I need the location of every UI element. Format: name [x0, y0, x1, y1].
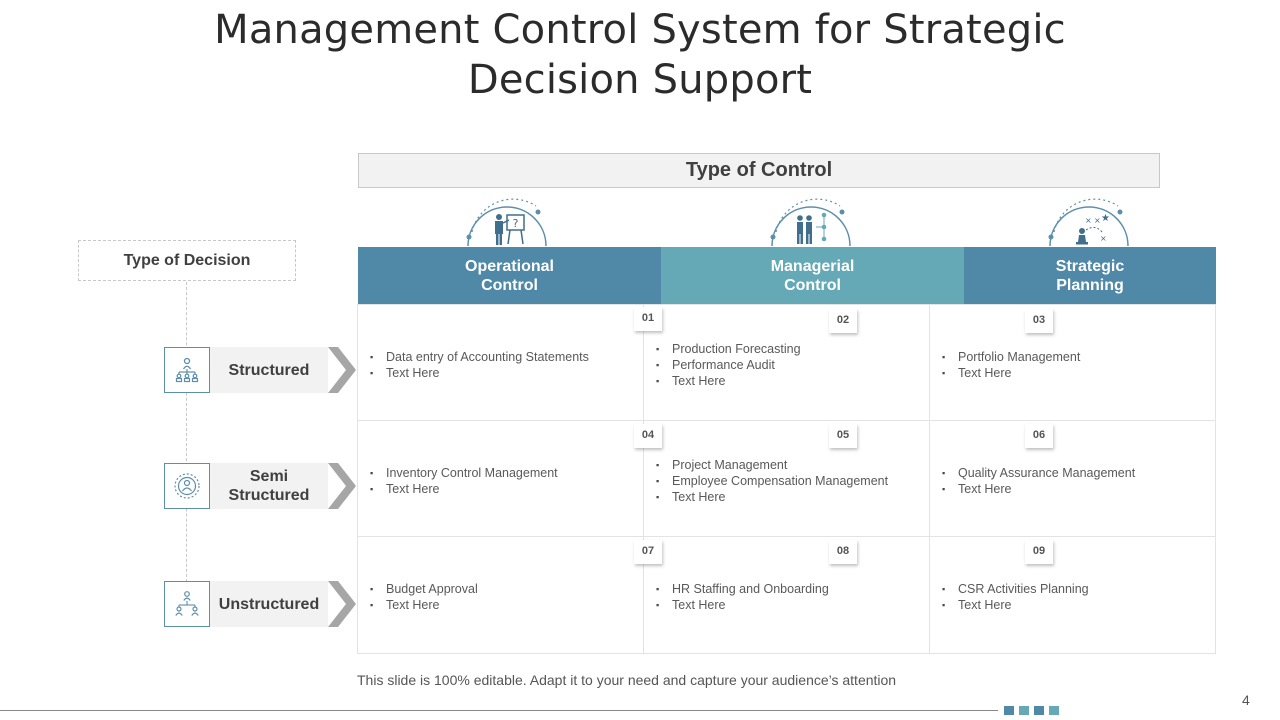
cell-item: ▪ Production Forecasting [656, 341, 801, 357]
slide-title [0, 5, 1280, 105]
number-badge: 04 [634, 424, 662, 448]
cell-item: ▪ Performance Audit [656, 357, 801, 373]
row-label-unstructured: Unstructured [210, 581, 328, 627]
svg-text:×: × [1094, 216, 1101, 225]
cell-item: ▪ HR Staffing and Onboarding [656, 581, 829, 597]
grid-cell-01 [357, 304, 644, 421]
footer-square [1004, 706, 1014, 715]
cell-item: ▪ Text Here [942, 597, 1089, 613]
grid-cell-09 [929, 536, 1216, 654]
column-header-managerial-control: Managerial Control [661, 247, 964, 304]
number-badge: 01 [634, 307, 662, 331]
chevron-right-icon [328, 463, 356, 509]
cell-item: ▪ Employee Compensation Management [656, 473, 888, 489]
person-gear-icon [164, 463, 210, 509]
column-header-strategic-planning: Strategic Planning [964, 247, 1216, 304]
title-line-2: Decision Support [467, 57, 813, 103]
number-badge: 09 [1025, 540, 1053, 564]
grid-cell-05 [643, 420, 930, 537]
number-badge: 05 [829, 424, 857, 448]
svg-text:×: × [1085, 216, 1092, 225]
cell-item: ▪ Text Here [656, 597, 829, 613]
number-badge: 06 [1025, 424, 1053, 448]
number-badge: 07 [634, 540, 662, 564]
row-label-semi-structured: Semi Structured [210, 463, 328, 509]
grid-cell-06 [929, 420, 1216, 537]
cell-item: ▪ Text Here [942, 365, 1080, 381]
type-of-decision-header: Type of Decision [78, 240, 296, 281]
title-line-1: Management Control System for Strategic [214, 7, 1066, 53]
grid-cell-04 [357, 420, 644, 537]
number-badge: 02 [829, 309, 857, 333]
svg-text:★: ★ [1101, 213, 1110, 224]
strategy-chess-icon [1040, 196, 1138, 247]
cell-item: ▪ Data entry of Accounting Statements [370, 349, 589, 365]
footer-divider [0, 710, 998, 711]
svg-text:?: ? [512, 217, 519, 230]
chevron-right-icon [328, 581, 356, 627]
network-people-icon [164, 581, 210, 627]
team-org-icon [762, 196, 860, 247]
cell-item: ▪ Portfolio Management [942, 349, 1080, 365]
number-badge: 03 [1025, 309, 1053, 333]
number-badge: 08 [829, 540, 857, 564]
connector-dashed-line [186, 282, 187, 582]
type-of-control-header: Type of Control [358, 153, 1160, 188]
column-header-operational-control: Operational Control [358, 247, 661, 304]
cell-item: ▪ Text Here [942, 481, 1135, 497]
cell-item: ▪ Text Here [370, 597, 478, 613]
row-label-structured: Structured [210, 347, 328, 393]
presenter-board-icon [458, 196, 556, 247]
grid-cell-02 [643, 304, 930, 421]
page-number: 4 [1242, 692, 1250, 708]
footer-square [1034, 706, 1044, 715]
cell-item: ▪ Budget Approval [370, 581, 478, 597]
footer-square [1019, 706, 1029, 715]
chevron-right-icon [328, 347, 356, 393]
cell-item: ▪ Text Here [370, 365, 589, 381]
grid-cell-07 [357, 536, 644, 654]
cell-item: ▪ Text Here [370, 481, 558, 497]
svg-text:×: × [1100, 234, 1107, 243]
cell-item: ▪ Project Management [656, 457, 888, 473]
cell-item: ▪ Inventory Control Management [370, 465, 558, 481]
footer-square [1049, 706, 1059, 715]
cell-item: ▪ Quality Assurance Management [942, 465, 1135, 481]
grid-cell-08 [643, 536, 930, 654]
control-decision-grid [357, 304, 1216, 654]
grid-cell-03 [929, 304, 1216, 421]
cell-item: ▪ Text Here [656, 489, 888, 505]
footer-note: This slide is 100% editable. Adapt it to your need and capture your audience’s attention [357, 672, 897, 688]
cell-item: ▪ Text Here [656, 373, 801, 389]
cell-item: ▪ CSR Activities Planning [942, 581, 1089, 597]
hierarchy-icon [164, 347, 210, 393]
